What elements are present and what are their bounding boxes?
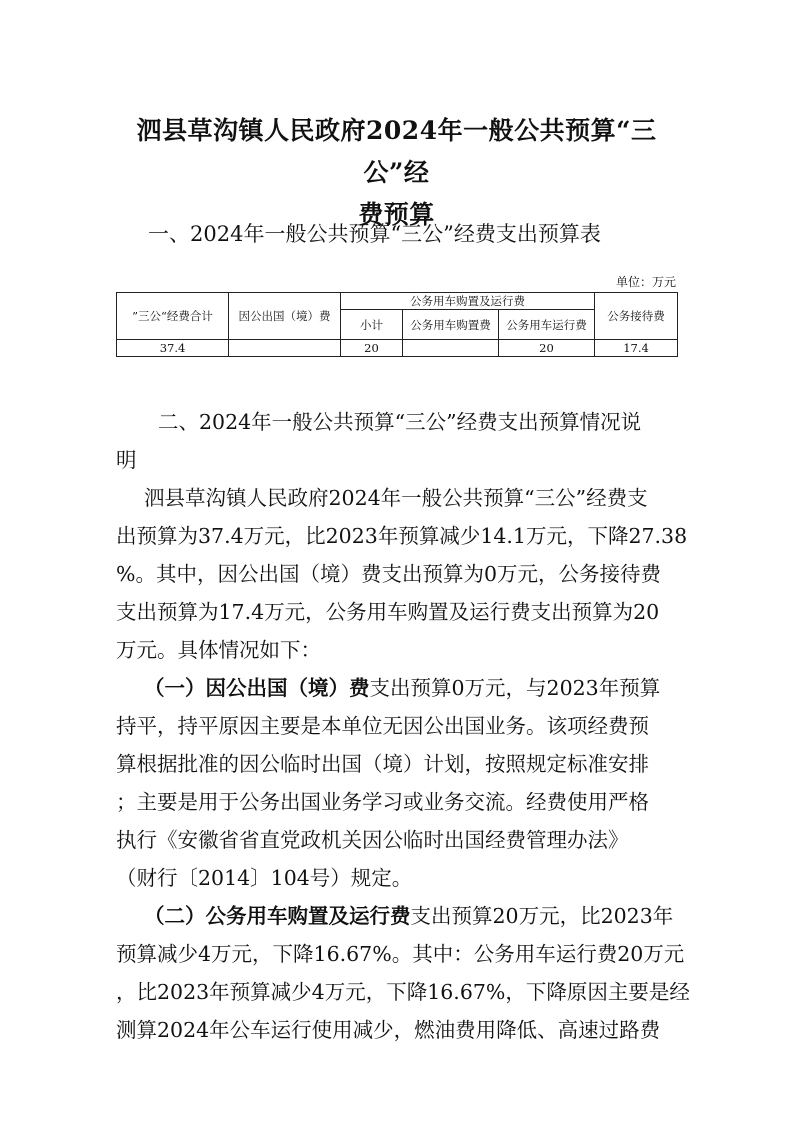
cell-vehicle-purchase xyxy=(403,340,499,357)
paragraph-lead: （二）公务用车购置及运行费 xyxy=(144,904,411,928)
paragraph-vehicle xyxy=(116,897,690,1049)
header-vehicle-group: 公务用车购置及运行费 xyxy=(341,293,595,310)
paragraph-line xyxy=(116,897,676,935)
paragraph-line xyxy=(116,669,676,707)
paragraph-line-rest: 支出预算0万元，与2023年预算 xyxy=(369,676,661,700)
cell-vehicle-operation: 20 xyxy=(499,340,595,357)
paragraph-line: （财行〔2014〕104号）规定。 xyxy=(116,866,413,890)
cell-abroad xyxy=(229,340,341,357)
title-line: 泗县草沟镇人民政府2024年一般公共预算“三公”经 xyxy=(136,116,657,187)
unit-label: 单位：万元 xyxy=(615,275,676,289)
paragraph-line-rest: 支出预算20万元，比2023年 xyxy=(410,904,674,928)
section2-heading-line: 二、2024年一般公共预算“三公”经费支出预算情况说 xyxy=(158,410,642,434)
paragraph-line: 出预算为37.4万元，比2023年预算减少14.1万元，下降27.38 xyxy=(116,524,688,548)
section2-heading-line: 明 xyxy=(116,448,137,472)
header-total: ”三公“经费合计 xyxy=(117,293,229,340)
paragraph-line: %。其中，因公出国（境）费支出预算为0万元，公务接待费 xyxy=(116,562,662,586)
paragraph-lead: （一）因公出国（境）费 xyxy=(144,676,370,700)
table-header-row xyxy=(117,293,678,310)
paragraph-line: 算根据批准的因公临时出国（境）计划，按照规定标准安排 xyxy=(116,752,649,776)
header-vehicle-operation: 公务用车运行费 xyxy=(499,310,595,340)
paragraph-line: ；主要是用于公务出国业务学习或业务交流。经费使用严格 xyxy=(116,790,649,814)
section1-heading: 一、2024年一般公共预算“三公”经费支出预算表 xyxy=(148,222,601,246)
header-reception: 公务接待费 xyxy=(595,293,678,340)
paragraph-line: 预算减少4万元，下降16.67%。其中：公务用车运行费20万元 xyxy=(116,942,685,966)
section2-heading xyxy=(116,403,676,479)
budget-table xyxy=(116,292,678,357)
paragraph-line: 测算2024年公车运行使用减少，燃油费用降低、高速过路费 xyxy=(116,1018,661,1042)
header-subtotal: 小计 xyxy=(341,310,403,340)
cell-subtotal: 20 xyxy=(341,340,403,357)
header-vehicle-purchase: 公务用车购置费 xyxy=(403,310,499,340)
paragraph-line: 万元。具体情况如下： xyxy=(116,638,321,662)
title-line: 费预算 xyxy=(358,200,435,229)
header-abroad: 因公出国（境）费 xyxy=(229,293,341,340)
cell-total: 37.4 xyxy=(117,340,229,357)
paragraph-line: ，比2023年预算减少4万元，下降16.67%，下降原因主要是经 xyxy=(116,980,690,1004)
paragraph-line: 执行《安徽省省直党政机关因公临时出国经费管理办法》 xyxy=(116,828,629,852)
paragraph-line: 泗县草沟镇人民政府2024年一般公共预算“三公”经费支 xyxy=(144,486,648,510)
paragraph-line: 支出预算为17.4万元，公务用车购置及运行费支出预算为20 xyxy=(116,600,660,624)
paragraph-summary xyxy=(116,479,688,669)
paragraph-abroad xyxy=(116,669,676,897)
cell-reception: 17.4 xyxy=(595,340,678,357)
table-row xyxy=(117,340,678,357)
paragraph-line: 持平，持平原因主要是本单位无因公出国业务。该项经费预 xyxy=(116,714,649,738)
